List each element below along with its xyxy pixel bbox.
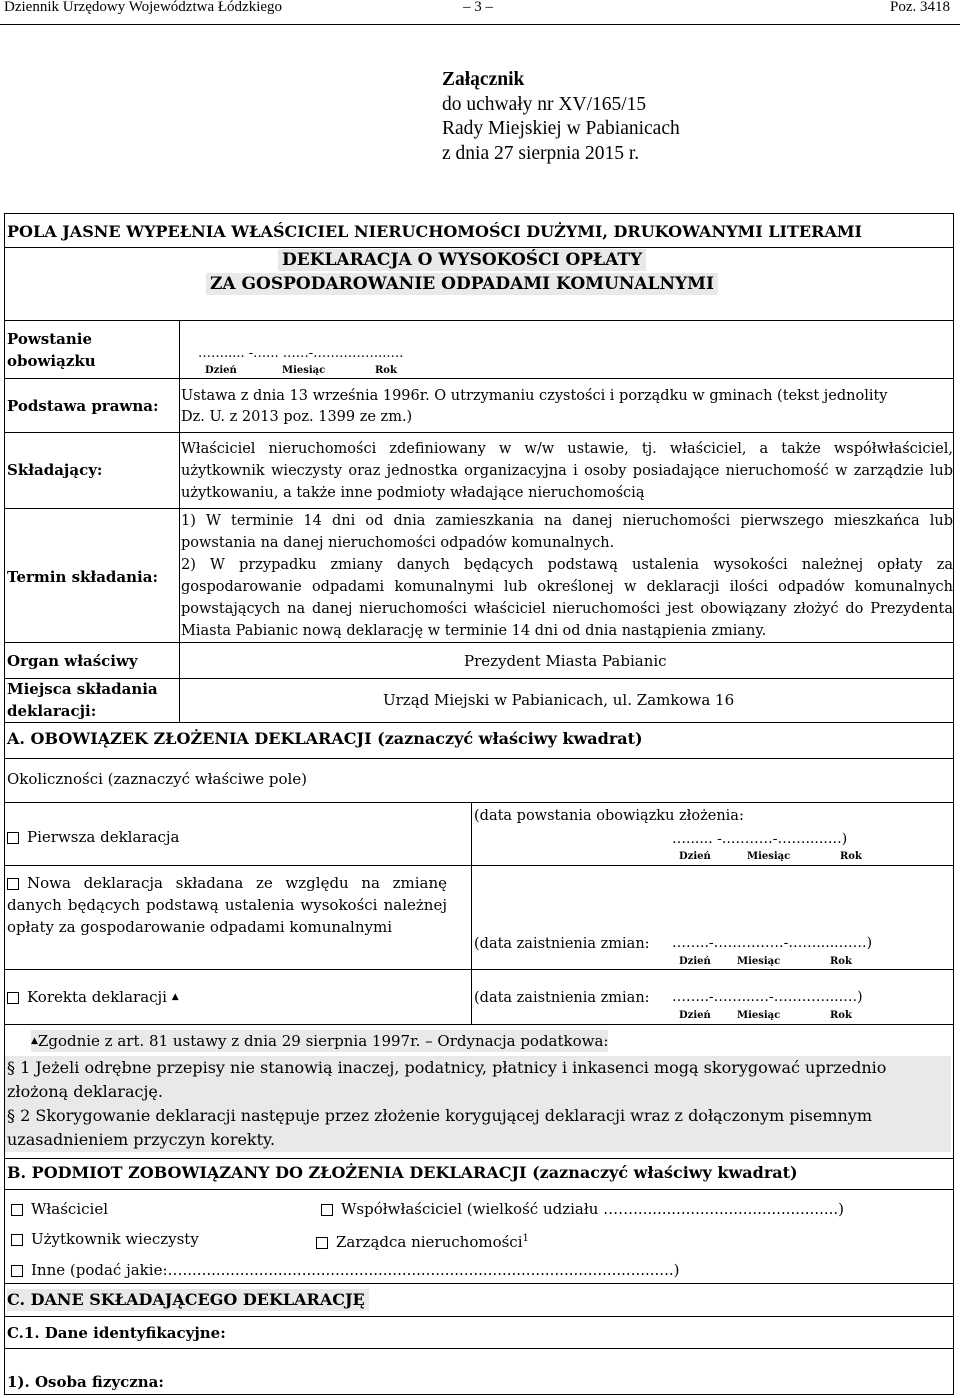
manager-label: Zarządca nieruchomości <box>336 1233 523 1251</box>
divider <box>5 722 953 723</box>
attachment-line-2: Rady Miejskiej w Pabianicach <box>442 118 680 139</box>
divider <box>5 1348 953 1349</box>
organ-label: Organ właściwy <box>7 652 138 670</box>
checkbox[interactable] <box>11 1204 23 1216</box>
divider <box>5 1283 953 1284</box>
section-c-title: C. DANE SKŁADAJĄCEGO DEKLARACJĘ <box>7 1289 369 1311</box>
attachment-title: Załącznik <box>442 69 525 90</box>
month-label: Miesiąc <box>747 851 791 862</box>
year-label: Rok <box>830 956 852 967</box>
owner-option[interactable] <box>11 1198 108 1220</box>
identification-heading: C.1. Dane identyfikacyjne: <box>7 1324 226 1342</box>
coowner-label: Współwłaściciel (wielkość udziału ……...........................................) <box>341 1200 845 1218</box>
attachment-line-1: do uchwały nr XV/165/15 <box>442 93 647 115</box>
checkbox[interactable] <box>7 832 19 844</box>
podstawa-label: Podstawa prawna: <box>7 397 159 415</box>
ordynacja-note-1: § 1 Jeżeli odrębne przepisy nie stanowią inaczej, podatnicy, płatnicy i inkasenci mogą skorygować uprzednio złożoną deklarację. <box>5 1056 951 1104</box>
divider <box>5 508 953 509</box>
first-declaration-label: Pierwsza deklaracja <box>27 828 180 846</box>
column-divider <box>471 802 472 1024</box>
divider <box>5 1024 953 1025</box>
checkbox[interactable] <box>11 1265 23 1277</box>
attachment-line-3: z dnia 27 sierpnia 2015 r. <box>442 142 640 164</box>
podstawa-value-2: Dz. U. z 2013 poz. 1399 ze zm.) <box>181 409 413 425</box>
divider <box>5 432 953 433</box>
powstanie-date-field[interactable]: ……..... -…... ……-……………...… <box>198 346 404 361</box>
day-label: Dzień <box>679 1010 711 1021</box>
gazette-header <box>0 0 960 25</box>
section-b-title: B. PODMIOT ZOBOWIĄZANY DO ZŁOŻENIA DEKLARACJI (zaznaczyć właściwy kwadrat) <box>7 1163 798 1182</box>
podstawa-value-1: Ustawa z dnia 13 września 1996r. O utrzymaniu czystości i porządku w gminach (tekst jednolity <box>181 388 888 404</box>
miejsce-value: Urząd Miejski w Pabianicach, ul. Zamkowa 16 <box>383 691 735 709</box>
divider <box>5 758 953 759</box>
checkbox[interactable] <box>7 878 19 890</box>
other-label: Inne (podać jakie:….......................................................................................................) <box>31 1261 680 1279</box>
change-date-label: (data zaistnienia zmian: <box>474 936 650 952</box>
declaration-form <box>4 213 954 1395</box>
day-label: Dzień <box>679 956 711 967</box>
ordynacja-note-2: § 2 Skorygowanie deklaracji następuje przez złożenie korygującej deklaracji wraz z dołączonym pisemnym uzasadnieniem przyczyn korekty. <box>5 1104 951 1152</box>
first-date-field[interactable]: …...... -..………-…….....…) <box>672 831 848 847</box>
manager-option[interactable] <box>316 1228 529 1253</box>
fill-notice: POLA JASNE WYPEŁNIA WŁAŚCICIEL NIERUCHOMOŚCI DUŻYMI, DRUKOWANYMI LITERAMI <box>7 222 863 241</box>
ordynacja-note-title: ▲Zgodnie z art. 81 ustawy z dnia 29 sierpnia 1997r. – Ordynacja podatkowa: <box>31 1032 609 1050</box>
month-label: Miesiąc <box>737 956 781 967</box>
divider <box>5 1316 953 1317</box>
checkbox[interactable] <box>11 1234 23 1246</box>
footnote-mark: 1 <box>522 1233 529 1244</box>
organ-value: Prezydent Miasta Pabianic <box>464 652 667 670</box>
correction-date-label: (data zaistnienia zmian: <box>474 990 650 1006</box>
divider <box>5 247 953 248</box>
column-divider <box>179 320 180 722</box>
perpetual-user-label: Użytkownik wieczysty <box>31 1230 199 1248</box>
checkbox[interactable] <box>316 1237 328 1249</box>
divider <box>5 969 953 970</box>
new-declaration-option[interactable] <box>7 872 447 938</box>
divider <box>5 320 953 321</box>
form-title-1: DEKLARACJA O WYSOKOŚCI OPŁATY <box>278 249 646 271</box>
footnote-mark-icon: ▲ <box>31 1036 38 1046</box>
year-label: Rok <box>840 851 862 862</box>
footnote-mark-icon: ▲ <box>171 992 179 1002</box>
perpetual-user-option[interactable] <box>11 1228 199 1250</box>
divider <box>5 1189 953 1190</box>
correction-option[interactable] <box>7 986 179 1008</box>
termin-label: Termin składania: <box>7 568 158 586</box>
first-declaration-option[interactable] <box>7 826 180 848</box>
termin-value-1: 1) W terminie 14 dni od dnia zamieszkania na danej nieruchomości pierwszego mieszkańca lub powstania na danej nieruchomości odpadów komunalnych. <box>181 513 953 551</box>
month-label: Miesiąc <box>282 365 326 376</box>
divider <box>5 802 953 803</box>
page-number: – 3 – <box>463 0 493 15</box>
position-number: Poz. 3418 <box>890 0 950 15</box>
divider <box>5 1158 953 1159</box>
miejsce-label-2: deklaracji: <box>7 702 97 720</box>
correction-label: Korekta deklaracji <box>27 988 167 1006</box>
divider <box>5 378 953 379</box>
miejsce-label-1: Miejsca składania <box>7 680 158 698</box>
skladajacy-label: Składający: <box>7 461 103 479</box>
divider <box>5 865 953 866</box>
new-declaration-label: Nowa deklaracja składana ze względu na zmianę danych będących podstawą ustalenia wysokości należnej opłaty za gospodarowanie odpadami komunalnymi <box>7 874 447 936</box>
month-label: Miesiąc <box>737 1010 781 1021</box>
year-label: Rok <box>375 365 397 376</box>
powstanie-label-2: obowiązku <box>7 352 96 370</box>
first-date-label: (data powstania obowiązku złożenia: <box>474 808 744 824</box>
day-label: Dzień <box>205 365 237 376</box>
gazette-title: Dziennik Urzędowy Województwa Łódzkiego <box>4 0 283 15</box>
year-label: Rok <box>830 1010 852 1021</box>
skladajacy-value: Właściciel nieruchomości zdefiniowany w w/w ustawie, tj. właściciel, a także współwłaściciel, użytkownik wieczysty oraz jednostka organizacyjna i osoby posiadające nieruchomość w zarządzie lub użytkowaniu, a także inne podmioty władające nieruchomością <box>181 441 953 501</box>
change-date-field[interactable]: ……..-……………-…….....……) <box>672 935 873 951</box>
section-a-title: A. OBOWIĄZEK ZŁOŻENIA DEKLARACJI (zaznaczyć właściwy kwadrat) <box>7 729 643 748</box>
checkbox[interactable] <box>321 1204 333 1216</box>
okolicznosci-label: Okoliczności (zaznaczyć właściwe pole) <box>7 770 308 788</box>
attachment-heading <box>442 68 680 166</box>
termin-value-2: 2) W przypadku zmiany danych będących podstawą ustalenia wysokości należnej opłaty za gospodarowanie odpadami komunalnymi lub określonej w deklaracji ilości odpadów komunalnych powstających na danej nieruchomości właściciel nieruchomości jest obowiązany złożyć do Prezydenta Miasta Pabianic nową deklarację w terminie 14 dni od dnia nastąpienia zmiany. <box>181 557 953 639</box>
day-label: Dzień <box>679 851 711 862</box>
correction-date-field[interactable]: ……..-……...…-…………...…) <box>672 989 863 1005</box>
natural-person-heading: 1). Osoba fizyczna: <box>7 1373 164 1391</box>
form-title-2: ZA GOSPODAROWANIE ODPADAMI KOMUNALNYMI <box>206 273 718 295</box>
other-option[interactable] <box>11 1259 679 1281</box>
checkbox[interactable] <box>7 992 19 1004</box>
owner-label: Właściciel <box>31 1200 108 1218</box>
coowner-option[interactable] <box>321 1198 844 1220</box>
powstanie-label-1: Powstanie <box>7 330 93 348</box>
divider <box>5 642 953 643</box>
